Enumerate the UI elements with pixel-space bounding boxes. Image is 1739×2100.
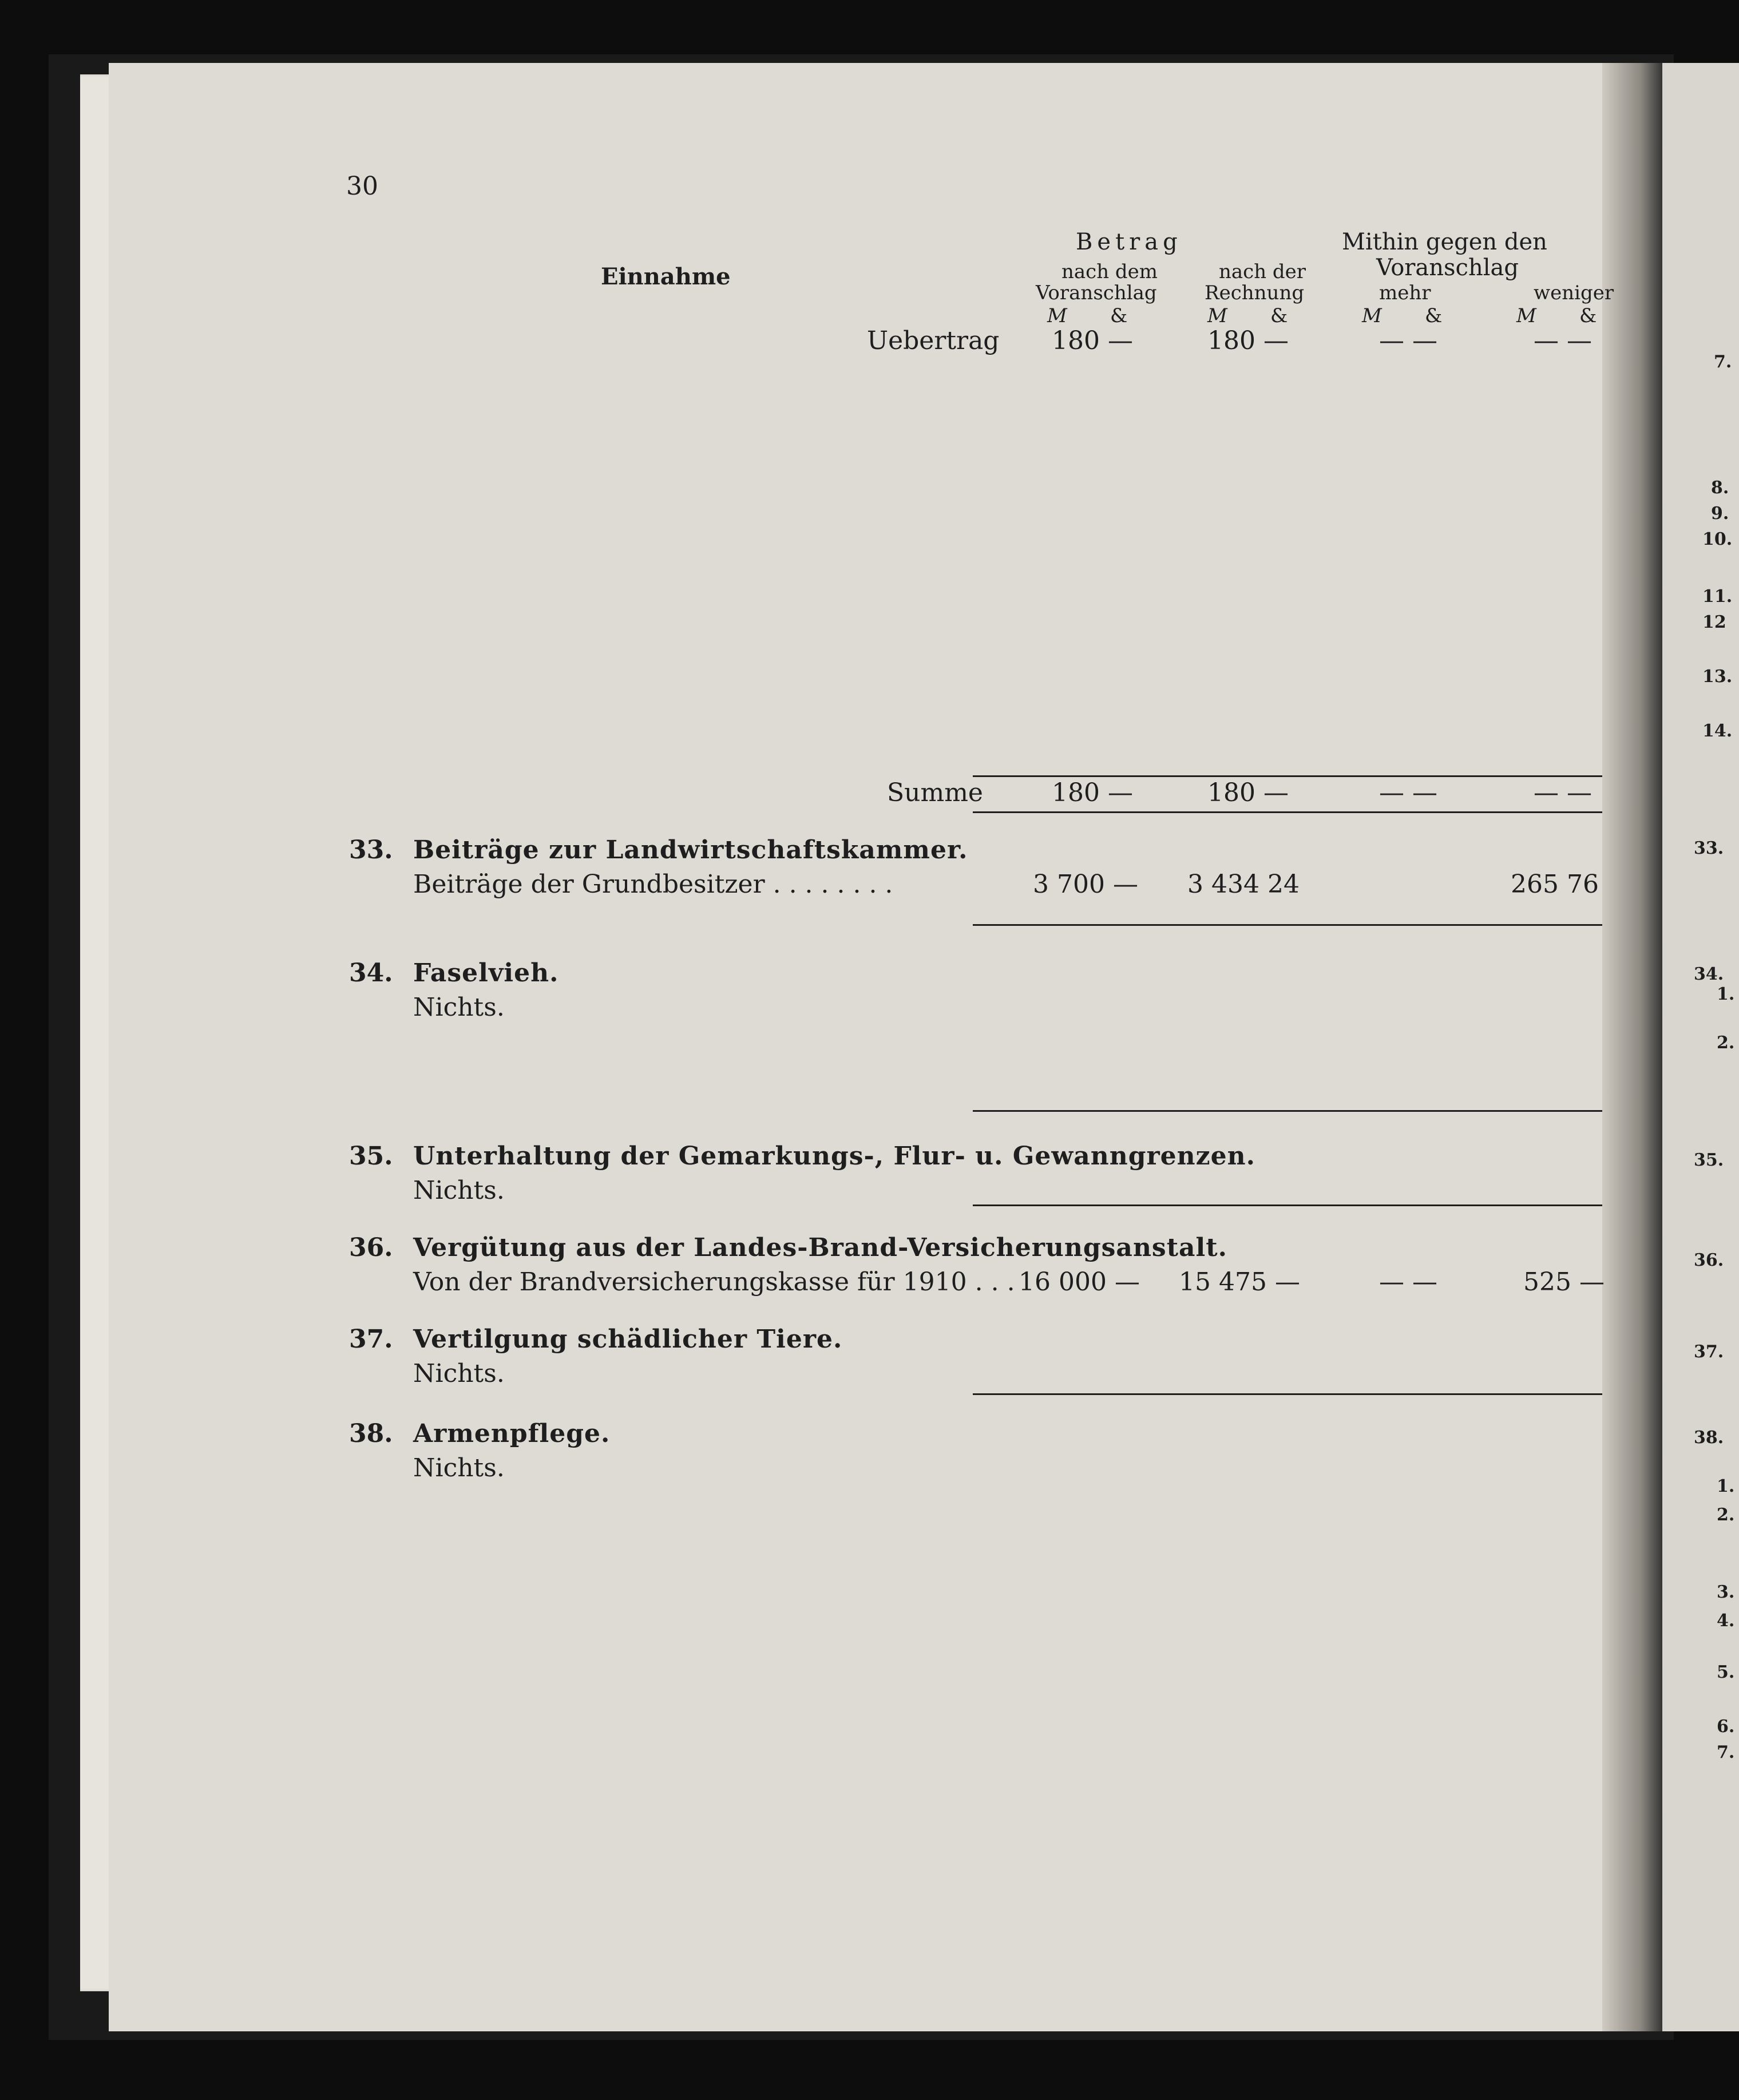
item-33-rechnung: 3 434 24 — [1187, 870, 1300, 899]
summe-voranschlag: 180 — — [1052, 778, 1133, 807]
uebertrag-mehr: — — — [1379, 326, 1437, 355]
item-38-number: 38. — [349, 1419, 393, 1448]
summe-mehr: — — — [1379, 778, 1437, 807]
next-page-fragment: 10. — [1702, 529, 1733, 549]
next-page-fragment: 33. — [1694, 838, 1724, 858]
header-mithin-1: Mithin gegen den — [1342, 229, 1547, 255]
item-34-title: Faselvieh. — [413, 958, 559, 988]
summe-weniger: — — — [1534, 778, 1592, 807]
unit-mark-3: M — [1362, 304, 1382, 327]
item-33-rule — [973, 924, 1602, 926]
summe-top-rule — [973, 775, 1602, 777]
book-gutter — [1602, 63, 1665, 2031]
item-33-subtitle: Beiträge der Grundbesitzer . . . . . . . . — [413, 870, 893, 899]
page-number: 30 — [346, 172, 378, 201]
item-36-number: 36. — [349, 1233, 393, 1262]
item-36-voranschlag: 16 000 — — [1019, 1267, 1140, 1297]
next-page-fragment: 1. — [1717, 1476, 1735, 1496]
item-38-subtitle: Nichts. — [413, 1453, 505, 1483]
next-page-fragment: 13. — [1702, 667, 1733, 687]
next-page-fragment: 34. — [1694, 964, 1724, 984]
next-page-fragment: 38. — [1694, 1428, 1724, 1448]
uebertrag-voranschlag: 180 — — [1052, 326, 1133, 355]
item-37-title: Vertilgung schädlicher Tiere. — [413, 1325, 843, 1354]
item-36-weniger: 525 — — [1523, 1267, 1605, 1297]
item-37-rule — [973, 1393, 1602, 1395]
next-page-fragment: 12 — [1702, 612, 1726, 632]
uebertrag-label: Uebertrag — [867, 326, 1000, 355]
page — [109, 63, 1642, 2031]
summe-label: Summe — [887, 778, 983, 807]
next-page-fragment: 14. — [1702, 721, 1733, 741]
next-page-fragment: 11. — [1702, 587, 1733, 607]
next-page-fragment: 36. — [1694, 1250, 1724, 1270]
item-34-rule — [973, 1110, 1602, 1112]
next-page-fragment: 7. — [1717, 1742, 1735, 1762]
header-mithin-2: Voranschlag — [1376, 255, 1519, 281]
item-35-rule — [973, 1204, 1602, 1206]
item-34-number: 34. — [349, 958, 393, 988]
next-page-fragment: 4. — [1717, 1611, 1735, 1631]
item-36-mehr: — — — [1379, 1267, 1437, 1297]
item-34-subtitle: Nichts. — [413, 993, 505, 1022]
summe-rechnung: 180 — — [1207, 778, 1289, 807]
summe-bottom-rule — [973, 811, 1602, 813]
next-page-fragment: 6. — [1717, 1717, 1735, 1737]
item-37-number: 37. — [349, 1325, 393, 1354]
item-35-subtitle: Nichts. — [413, 1176, 505, 1205]
next-page-fragment: 2. — [1717, 1033, 1735, 1053]
header-einnahme: Einnahme — [601, 263, 731, 290]
header-nach-dem: nach dem — [1061, 260, 1158, 283]
next-page-fragment: 7. — [1714, 352, 1732, 372]
next-page-fragment: 9. — [1711, 504, 1729, 524]
item-36-title: Vergütung aus der Landes-Brand-Versicherungsanstalt. — [413, 1233, 1227, 1262]
header-voranschlag: Voranschlag — [1036, 282, 1157, 304]
header-mehr: mehr — [1379, 282, 1431, 304]
unit-pfennig-1: & — [1110, 304, 1128, 327]
next-page-fragment: 2. — [1717, 1505, 1735, 1525]
unit-mark-2: M — [1207, 304, 1227, 327]
next-page-fragment: 1. — [1717, 984, 1735, 1004]
next-page-fragment: 3. — [1717, 1582, 1735, 1602]
header-betrag: Betrag — [1076, 229, 1182, 255]
unit-mark-1: M — [1047, 304, 1067, 327]
unit-pfennig-3: & — [1425, 304, 1443, 327]
item-35-title: Unterhaltung der Gemarkungs-, Flur- u. Gewanngrenzen. — [413, 1142, 1255, 1171]
next-page-fragment: 5. — [1717, 1662, 1735, 1682]
next-page-fragment: 8. — [1711, 478, 1729, 498]
item-33-voranschlag: 3 700 — — [1033, 870, 1138, 899]
next-page-fragment: 35. — [1694, 1150, 1724, 1170]
item-33-title: Beiträge zur Landwirtschaftskammer. — [413, 835, 968, 865]
item-37-subtitle: Nichts. — [413, 1359, 505, 1388]
header-rechnung: Rechnung — [1205, 282, 1305, 304]
item-33-number: 33. — [349, 835, 393, 865]
item-35-number: 35. — [349, 1142, 393, 1171]
next-page-fragment: 37. — [1694, 1342, 1724, 1362]
unit-mark-4: M — [1516, 304, 1536, 327]
header-nach-der: nach der — [1219, 260, 1306, 283]
uebertrag-weniger: — — — [1534, 326, 1592, 355]
uebertrag-rechnung: 180 — — [1207, 326, 1289, 355]
unit-pfennig-2: & — [1270, 304, 1288, 327]
header-weniger: weniger — [1534, 282, 1614, 304]
item-36-subtitle: Von der Brandversicherungskasse für 1910 . . . — [413, 1267, 1015, 1297]
item-36-rechnung: 15 475 — — [1179, 1267, 1300, 1297]
item-38-title: Armenpflege. — [413, 1419, 611, 1448]
item-33-weniger: 265 76 — [1511, 870, 1599, 899]
unit-pfennig-4: & — [1579, 304, 1597, 327]
